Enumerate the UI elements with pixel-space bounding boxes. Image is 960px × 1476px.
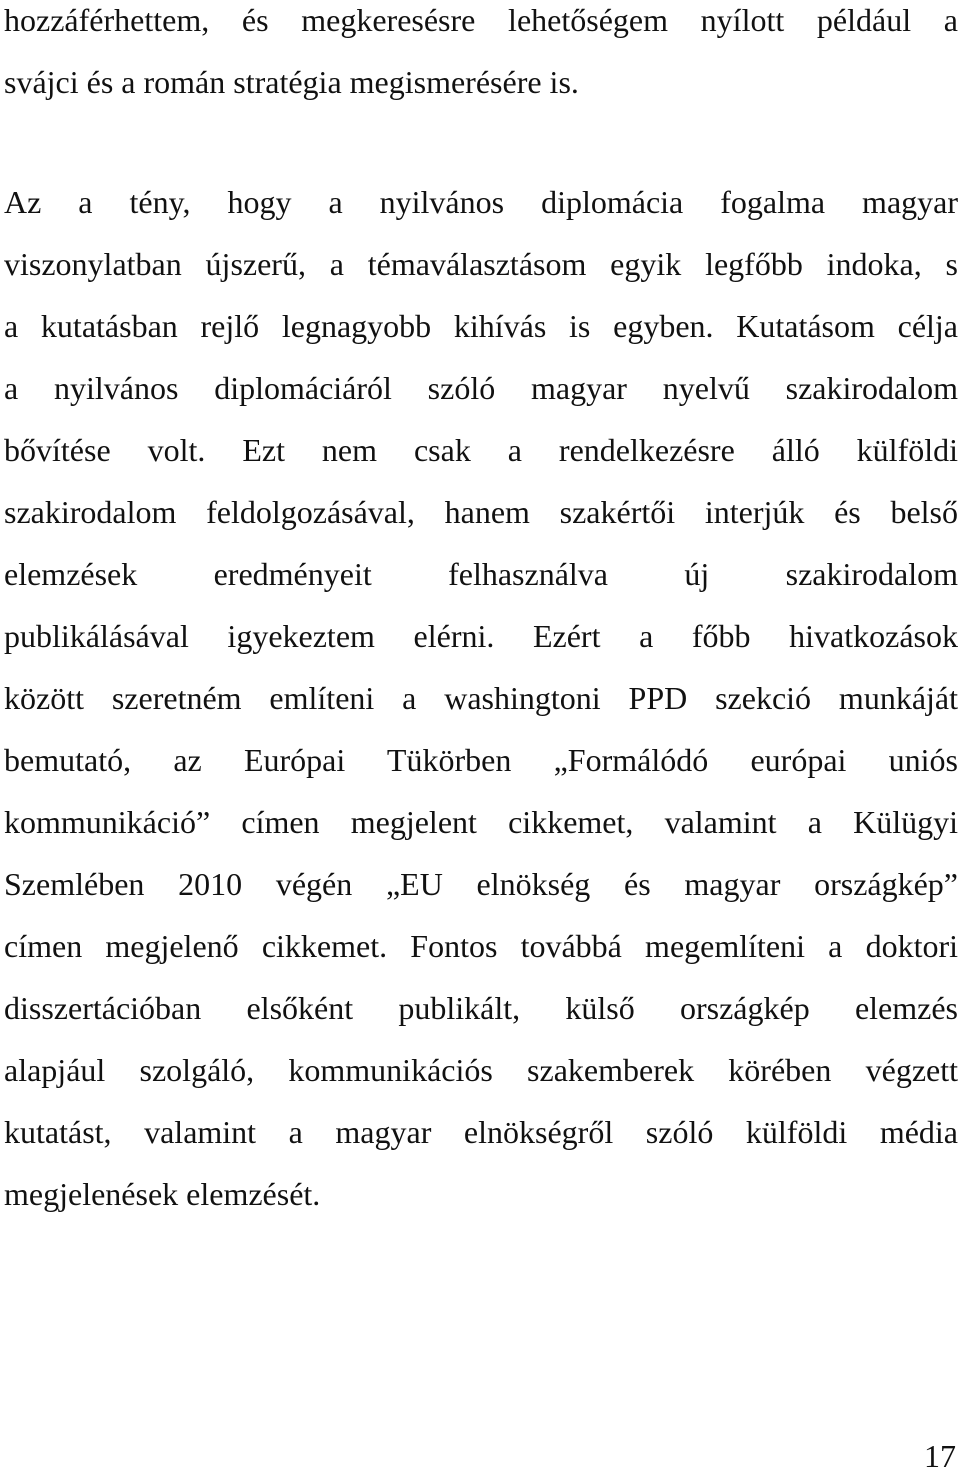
paragraph-2-line-14: disszertációban elsőként publikált, külső országkép elemzés [4,990,958,1026]
paragraph-2-line-9: között szeretném említeni a washingtoni PPD szekció munkáját [4,680,958,716]
paragraph-2-line-11: kommunikáció” címen megjelent cikkemet, valamint a Külügyi [4,804,958,840]
paragraph-2-line-12: Szemlében 2010 végén „EU elnökség és magyar országkép” [4,866,958,902]
paragraph-2-line-10: bemutató, az Európai Tükörben „Formálódó európai uniós [4,742,958,778]
paragraph-1-line-2: svájci és a román stratégia megismerésére is. [4,64,579,100]
paragraph-2-line-15: alapjául szolgáló, kommunikációs szakemberek körében végzett [4,1052,958,1088]
paragraph-2-line-7: elemzések eredményeit felhasználva új szakirodalom [4,556,958,592]
paragraph-2-line-5: bővítése volt. Ezt nem csak a rendelkezésre álló külföldi [4,432,958,468]
paragraph-2-line-8: publikálásával igyekeztem elérni. Ezért a főbb hivatkozások [4,618,958,654]
paragraph-2-line-6: szakirodalom feldolgozásával, hanem szakértői interjúk és belső [4,494,958,530]
paragraph-2-line-16: kutatást, valamint a magyar elnökségről szóló külföldi média [4,1114,958,1150]
paragraph-2-line-4: a nyilvános diplomáciáról szóló magyar nyelvű szakirodalom [4,370,958,406]
paragraph-2-line-3: a kutatásban rejlő legnagyobb kihívás is egyben. Kutatásom célja [4,308,958,344]
paragraph-2-line-1: Az a tény, hogy a nyilvános diplomácia fogalma magyar [4,184,958,220]
paragraph-1-line-1: hozzáférhettem, és megkeresésre lehetőségem nyílott például a [4,2,958,38]
paragraph-2-line-2: viszonylatban újszerű, a témaválasztásom egyik legfőbb indoka, s [4,246,958,282]
paragraph-2-line-13: címen megjelenő cikkemet. Fontos továbbá megemlíteni a doktori [4,928,958,964]
paragraph-2-line-17: megjelenések elemzését. [4,1176,321,1212]
page-number: 17 [924,1438,956,1474]
